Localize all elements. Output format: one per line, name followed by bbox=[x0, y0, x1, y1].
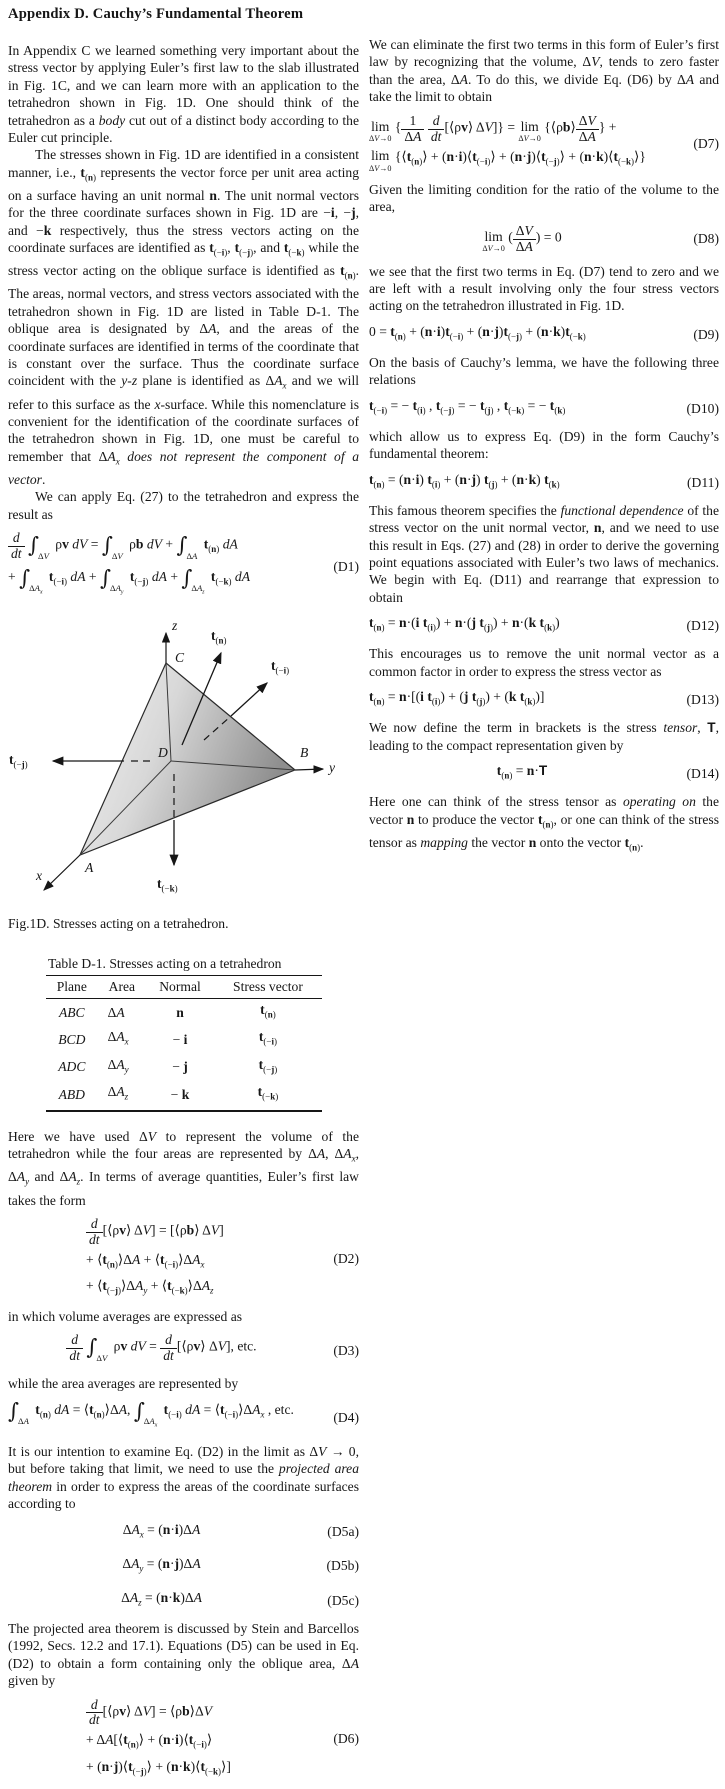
equation-tag-D12: (D12) bbox=[686, 618, 719, 634]
equation-D11 bbox=[369, 468, 719, 497]
paragraph-area-averages: while the area averages are represented by bbox=[8, 1376, 239, 1392]
equation-line: $\Delta A_z = (n\cdot k)\Delta A$ bbox=[121, 1589, 202, 1608]
stress-label-tmi: $t_{(-i)}$ bbox=[271, 658, 290, 676]
equation-tag-D8: (D8) bbox=[693, 231, 719, 247]
equation-line: $t_{(n)} = n\cdot(i$ $t_{(i)}) + n\cdot(j$ $t_{(j)}) + n\cdot(k$ $t_{(k)}$) bbox=[369, 615, 560, 633]
equation-D6 bbox=[8, 1695, 359, 1784]
equation-D13 bbox=[369, 685, 719, 714]
axis-label-y: y bbox=[329, 760, 336, 776]
column-header-area: Area bbox=[98, 976, 147, 999]
stress-label-tmj: $t_{(-j)}$ bbox=[9, 752, 28, 770]
equation-D5c bbox=[8, 1586, 359, 1615]
equation-line: $\Delta A_x = (n\cdot i)\Delta A$ bbox=[122, 1521, 201, 1540]
figure-caption: Fig.1D. Stresses acting on a tetrahedron. bbox=[8, 916, 229, 932]
axis-label-z: z bbox=[172, 618, 178, 634]
x-axis bbox=[44, 855, 80, 890]
table-cell: − j bbox=[172, 1059, 188, 1075]
table-row bbox=[46, 999, 322, 1027]
table-cell: $t_{(-i)}$ bbox=[258, 1029, 277, 1048]
equation-tag-D4: (D4) bbox=[333, 1410, 359, 1426]
equation-D1 bbox=[8, 528, 359, 605]
equation-line: $\frac{d}{dt}$ $\int_{\Delta V}$ ρv dV = $\int_{\Delta V}$ ρb dV + $\int_{\Delta A}$ $t_{(n)}$ dA bbox=[8, 531, 315, 565]
axis-label-x: x bbox=[36, 868, 43, 884]
equation-line: $\int_{\Delta A}$ $t_{(n)}$ dA = $⟨t_{(n)}⟩\Delta A$, $\int_{\Delta A_x}$ $t_{(-i)}$ dA = $⟨t_{(-i)}⟩\Delta A_x$ , etc. bbox=[8, 1397, 294, 1429]
vertex-label-A: A bbox=[85, 860, 94, 876]
table-cell: $t_{(-k)}$ bbox=[214, 1081, 322, 1111]
paragraph-cauchys-lemma: On the basis of Cauchy’s lemma, we have the following three relations bbox=[369, 354, 719, 388]
paragraph-limit-intention: It is our intention to examine Eq. (D2) in the limit as ΔV → 0, but before taking that limit, we need to use the projected area theorem in order to express the areas of the coordinate surfaces according to bbox=[8, 1443, 359, 1512]
table-row bbox=[46, 1026, 322, 1053]
equation-tag-D6: (D6) bbox=[333, 1731, 359, 1747]
equation-line: $t_{(-i)}$ = − $t_{(i)}$ , $t_{(-j)}$ = − $t_{(j)}$ , $t_{(-k)}$ = − $t_{(k)}$ bbox=[369, 397, 566, 416]
equation-line: $\frac{d}{dt}$ [⟨ρv⟩ ΔV] = [⟨ρb⟩ ΔV] bbox=[86, 1217, 315, 1248]
equation-D5a bbox=[8, 1518, 359, 1547]
paragraph-stress-tensor-definition: We now define the term in brackets is the stress tensor, T, leading to the compact representation given by bbox=[369, 720, 720, 753]
right-column bbox=[369, 36, 719, 857]
equation-line: $\frac{d}{dt}$ [⟨ρv⟩ ΔV] = ⟨ρb⟩ΔV bbox=[86, 1698, 315, 1729]
paragraph-eliminate-terms: We can eliminate the first two terms in this form of Euler’s first law by recognizing that the volume, ΔV, tends to zero faster than the area, ΔA. To do this, we divide Eq. (D6) by ΔA and take the limit to obtain bbox=[369, 37, 720, 105]
paragraph-first-two-terms: we see that the first two terms in Eq. (D7) tend to zero and we are left with a result involving only the four stress vectors acting on the tetrahedron illustrated in Fig. 1D. bbox=[369, 263, 719, 314]
table-cell: $\Delta A_z$ bbox=[98, 1081, 147, 1111]
equation-tag-D3: (D3) bbox=[333, 1342, 359, 1358]
equation-line: $t_{(n)} = (n\cdot i) t_{(i)} + (n\cdot j) t_{(j)} + (n\cdot k)$ $t_{(k)}$ bbox=[369, 471, 560, 490]
equation-tag-D5c: (D5c) bbox=[327, 1592, 359, 1608]
equation-D12 bbox=[369, 611, 719, 640]
vertex-label-D: D bbox=[158, 745, 168, 761]
equation-D2 bbox=[8, 1214, 359, 1303]
paragraph-apply-eq27: We can apply Eq. (27) to the tetrahedron and express the result as bbox=[8, 489, 359, 522]
equation-tag-D11: (D11) bbox=[687, 474, 719, 490]
equation-tag-D5a: (D5a) bbox=[327, 1524, 359, 1540]
stress-label-tn: $t_{(n)}$ bbox=[211, 628, 227, 646]
table-cell: ΔA bbox=[107, 1005, 125, 1021]
equation-line: + $\Delta A[⟨t_{(n)}⟩$ + $(n\cdot i)⟨t_{(-i)}⟩$ bbox=[86, 1732, 213, 1751]
table-header-row bbox=[46, 976, 322, 999]
paragraph-famous-theorem: This famous theorem specifies the functional dependence of the stress vector on the unit normal vector, n, and we need to use this result in Eqs. (27) and (28) in order to derive the governing point equations associated with Euler’s two laws of mechanics. We begin with Eq. (D11) and rearrange that expression to obtain bbox=[369, 502, 719, 605]
stress-label-tmk: $t_{(-k)}$ bbox=[157, 876, 178, 894]
equation-tag-D5b: (D5b) bbox=[326, 1558, 359, 1574]
table-cell: $\Delta A_y$ bbox=[107, 1056, 129, 1075]
equation-tag-D1: (D1) bbox=[333, 558, 359, 574]
left-column bbox=[8, 0, 359, 1789]
paragraph-operating-mapping: Here one can think of the stress tensor as operating on the vector n to produce the vector $t_{(n)}$, or one can think of the stress tensor as mapping the vector n onto the vector $t_{(n)}$. bbox=[369, 794, 719, 853]
equation-line: lim ΔV→0 { $\frac{1}{\Delta A}$ $\frac{d}{dt}$ [⟨ρv⟩ ΔV]} = lim ΔV→0 {⟨ρb⟩ $\frac{\Delta V}{\Delta A}$ } + bbox=[369, 112, 617, 144]
equation-D4 bbox=[8, 1398, 359, 1438]
stress-arrow-tmi bbox=[231, 683, 267, 716]
paragraph-stresses: The stresses shown in Fig. 1D are identified in a consistent manner, i.e., $t_{(n)}$ represents the vector force per unit area acting on a surface having an unit normal n. The unit normal vectors for the three coordinate surfaces shown in Fig. 1D are −i, −j, and −k respectively, thus the stress vectors acting on the coordinate surfaces are identified as $t_{(-i)}$, $t_{(-j)}$, and $t_{(-k)}$ while the stress vector acting on the oblique surface is identified as $t_{(n)}$. The areas, normal vectors, and stress vectors associated with the tetrahedron shown in Fig. 1D are listed in Table D-1. The oblique area is designated by ΔA, and the areas of the coordinate surfaces are identified in terms of the coordinate that is constant over the surface. Thus the coordinate surface coincident with the y-z plane is identified as $\Delta A_x$ and we will refer to this surface as the x-surface. While this nomenclature is convenient for the identification of the coordinate surfaces of the tetrahedron shown in Fig. 1D, one must be careful to remember that $\Delta A_x$ does not represent the component of a vector. bbox=[8, 147, 359, 487]
y-axis bbox=[295, 769, 323, 770]
table-cell: ABD bbox=[46, 1081, 98, 1111]
equation-line: lim ΔV→0 ( $\frac{\Delta V}{\Delta A}$ ) = 0 bbox=[482, 222, 562, 254]
page-title: Appendix D. Cauchy’s Fundamental Theorem bbox=[8, 6, 304, 22]
equation-line: $\Delta A_y = (n\cdot j)\Delta A$ bbox=[122, 1555, 201, 1574]
equation-tag-D7: (D7) bbox=[693, 135, 719, 151]
equation-line: + $⟨t_{(n)}⟩\Delta A$ + $⟨t_{(-i)}⟩\Delta A_x$ bbox=[86, 1251, 205, 1270]
equation-line: + $\int_{\Delta A_x}$ $t_{(-i)}$ dA + $\int_{\Delta A_y}$ $t_{(-j)}$ dA + $\int_{\Delta A_z}$ $t_{(-k)}$ dA bbox=[8, 564, 251, 596]
column-header-stress: Stress vector bbox=[214, 976, 322, 999]
paragraph-intro: In Appendix C we learned something very important about the stress vector by applying Euler’s first law to the slab illustrated in Fig. 1C, and we can learn more with an application to the tetrahedron shown in Fig. 1D. One should think of the tetrahedron as a body cut out of a distinct body according to the Euler cut principle. bbox=[8, 43, 359, 146]
equation-D3 bbox=[8, 1330, 359, 1370]
equation-D14 bbox=[369, 759, 719, 788]
table-cell: $\Delta A_x$ bbox=[107, 1029, 129, 1048]
paragraph-projected-area: The projected area theorem is discussed by Stein and Barcellos (1992, Secs. 12.2 and 17.1). Equations (D5) can be used in Eq. (D2) to obtain a form containing only the oblique area, ΔA given by bbox=[8, 1620, 359, 1689]
table-row bbox=[46, 1081, 322, 1111]
table-cell: BCD bbox=[58, 1032, 86, 1048]
equation-tag-D14: (D14) bbox=[686, 765, 719, 781]
equation-line: $0 = t_{(n)} + (n\cdot i)t_{(-i)} + (n\cdot j)t_{(-j)} + (n\cdot k)t_{(-k)}$ bbox=[369, 323, 586, 342]
equation-D9 bbox=[369, 320, 719, 349]
table-caption: Table D-1. Stresses acting on a tetrahedron bbox=[46, 955, 322, 976]
equation-tag-D9: (D9) bbox=[693, 326, 719, 342]
paragraph-volume-averages: in which volume averages are expressed as bbox=[8, 1309, 243, 1325]
equation-D10 bbox=[369, 394, 719, 423]
paragraph-common-factor: This encourages us to remove the unit normal vector as a common factor in order to express the stress vector as bbox=[369, 646, 719, 679]
equation-line: $\frac{d}{dt}$ $\int_{\Delta V}$ ρv dV = $\frac{d}{dt}$ [⟨ρv⟩ ΔV], etc. bbox=[8, 1333, 315, 1367]
paragraph-volume-areas: Here we have used ΔV to represent the volume of the tetrahedron while the four areas are represented by ΔA, $\Delta A_x$, $\Delta A_y$ and $\Delta A_z$. In terms of average quantities, Euler’s first law takes the form bbox=[8, 1128, 359, 1208]
paragraph-limiting-condition: Given the limiting condition for the ratio of the volume to the area, bbox=[369, 181, 719, 215]
table-d1 bbox=[46, 955, 322, 1112]
equation-tag-D13: (D13) bbox=[686, 692, 719, 708]
table-cell: ADC bbox=[58, 1059, 86, 1075]
table-cell: − k bbox=[146, 1081, 214, 1111]
column-header-normal: Normal bbox=[146, 976, 214, 999]
tetrahedron-oblique-face bbox=[80, 663, 295, 855]
table-row bbox=[46, 1054, 322, 1081]
vertex-label-B: B bbox=[300, 745, 309, 761]
equation-line: lim ΔV→0 {$⟨t_{(n)}⟩$ + $(n\cdot i)⟨t_{(-i)}⟩$ + $(n\cdot j)⟨t_{(-j)}⟩$ + $(n\cdot k)⟨t_{(-k)}⟩$} bbox=[369, 148, 646, 173]
equation-tag-D2: (D2) bbox=[333, 1250, 359, 1266]
table-cell: $t_{(n)}$ bbox=[260, 1002, 276, 1021]
equation-D8 bbox=[369, 221, 719, 258]
table-cell: − i bbox=[172, 1032, 188, 1048]
vertex-label-C: C bbox=[175, 650, 185, 666]
equation-line: $t_{(n)} = n\cdot[(i$ $t_{(i)}) + (j$ $t_{(j)}) + (k$ $t_{(k)}$)] bbox=[369, 689, 545, 707]
equation-line: $t_{(n)} = n\cdot T$ bbox=[496, 763, 548, 781]
figure-1d bbox=[8, 613, 358, 905]
table-cell: n bbox=[176, 1005, 184, 1021]
equation-D5b bbox=[8, 1552, 359, 1581]
column-header-plane: Plane bbox=[46, 976, 98, 999]
table-cell: $t_{(-j)}$ bbox=[258, 1056, 278, 1075]
table-cell: ABC bbox=[58, 1005, 85, 1021]
equation-line: + $⟨t_{(-j)}⟩\Delta A_y$ + $⟨t_{(-k)}⟩\Delta A_z$ bbox=[86, 1277, 214, 1296]
equation-line: + $(n\cdot j)⟨t_{(-j)}⟩$ + $(n\cdot k)⟨t_{(-k)}⟩$] bbox=[86, 1758, 231, 1777]
equation-tag-D10: (D10) bbox=[686, 400, 719, 416]
paragraph-fundamental-theorem-intro: which allow us to express Eq. (D9) in the form Cauchy’s fundamental theorem: bbox=[369, 428, 719, 462]
equation-D7 bbox=[369, 111, 719, 176]
